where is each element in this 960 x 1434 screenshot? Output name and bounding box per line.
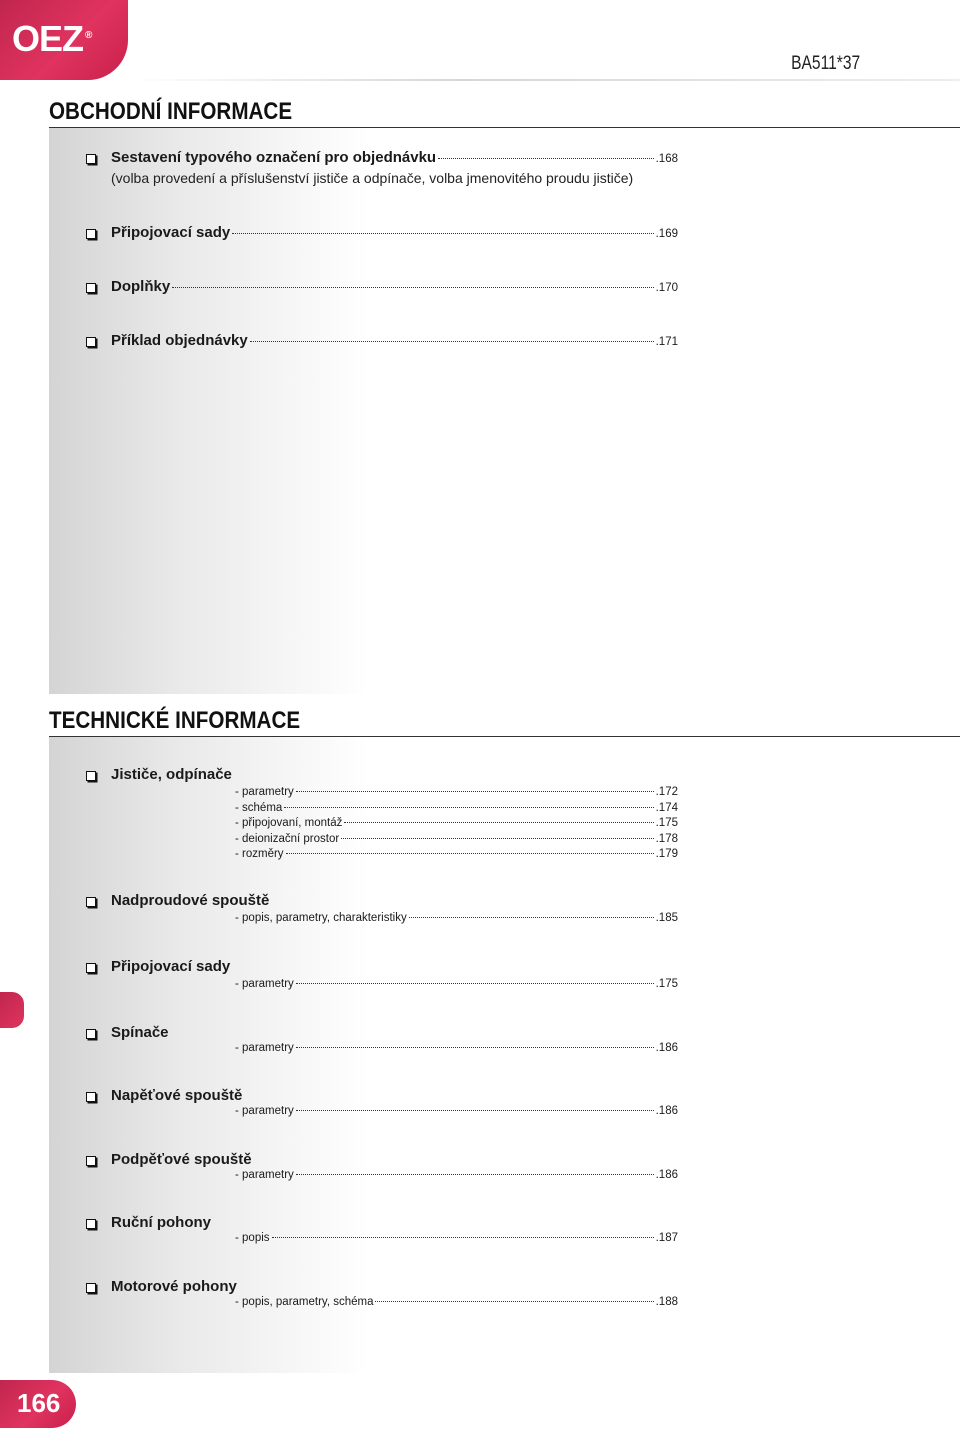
toc-page-number: .175 (655, 978, 678, 990)
toc-page-number: .168 (655, 153, 678, 165)
toc-sub-entry[interactable] (235, 1042, 678, 1054)
side-marker-tab (0, 992, 24, 1028)
toc-sub-label: - popis (235, 1232, 270, 1244)
dot-leader (296, 983, 654, 984)
toc-entry-title: Podpěťové spouště (111, 1151, 252, 1168)
checkbox-bullet-icon (86, 1029, 96, 1039)
dot-leader (296, 1110, 654, 1111)
logo-registered-mark: ® (85, 30, 92, 41)
toc-page-number: .186 (655, 1042, 678, 1054)
toc-sub-entry[interactable] (235, 802, 678, 814)
toc-entry-title: Jističe, odpínače (111, 766, 232, 783)
toc-page-number: .179 (655, 848, 678, 860)
toc-page-number: .187 (655, 1232, 678, 1244)
toc-page-number: .169 (655, 228, 678, 240)
dot-leader (284, 807, 653, 808)
dot-leader (272, 1237, 654, 1238)
toc-sub-label: - deionizační prostor (235, 832, 340, 845)
toc-page-number: .186 (655, 1169, 678, 1181)
toc-sub-entry[interactable] (235, 1232, 678, 1244)
toc-sub-label: - rozměry (235, 848, 284, 860)
checkbox-bullet-icon (86, 897, 96, 907)
toc-page-number: .174 (655, 801, 678, 814)
checkbox-bullet-icon (86, 154, 96, 164)
toc-page-number: .171 (655, 336, 678, 348)
toc-entry[interactable] (86, 1024, 678, 1064)
toc-page-number: .175 (655, 817, 678, 829)
dot-leader (286, 853, 654, 854)
toc-entry-title: Připojovací sady (111, 224, 231, 241)
toc-sub-label: - parametry (235, 978, 294, 990)
toc-sub-label: - schéma (235, 801, 283, 814)
checkbox-bullet-icon (86, 337, 96, 347)
toc-sub-entry[interactable] (235, 817, 678, 829)
checkbox-bullet-icon (86, 771, 96, 781)
toc-sub-entry[interactable] (235, 912, 678, 924)
toc-entry[interactable] (86, 1214, 678, 1254)
toc-page-number: .186 (655, 1105, 678, 1117)
checkbox-bullet-icon (86, 963, 96, 973)
toc-entry-subtitle: (volba provedení a příslušenství jističe a odpínače, volba jmenovitého proudu jističe) (111, 170, 634, 186)
checkbox-bullet-icon (86, 229, 96, 239)
toc-entry-title: Spínače (111, 1024, 169, 1041)
toc-page-number: .178 (655, 832, 678, 845)
logo-text: OEZ (12, 18, 84, 59)
document-code: BA511*37 (790, 53, 860, 74)
toc-entry-title: Nadproudové spouště (111, 892, 270, 909)
toc-sub-entry[interactable] (235, 978, 678, 990)
dot-leader (296, 791, 654, 792)
toc-entry-title: Sestavení typového označení pro objednávku (111, 149, 437, 166)
toc-entry-title: Napěťové spouště (111, 1087, 243, 1104)
toc-entry[interactable] (86, 892, 678, 932)
page-number: 166 (17, 1388, 61, 1418)
section-background-panel (49, 128, 369, 694)
section-title-technical: TECHNICKÉ INFORMACE (49, 707, 301, 734)
toc-entry-title: Motorové pohony (111, 1278, 237, 1295)
dot-leader (296, 1047, 654, 1048)
checkbox-bullet-icon (86, 1092, 96, 1102)
toc-entry[interactable] (86, 958, 678, 998)
header-rule (128, 79, 960, 81)
toc-entry-title: Připojovací sady (111, 958, 231, 975)
dot-leader (438, 158, 654, 159)
checkbox-bullet-icon (86, 1283, 96, 1293)
dot-leader (296, 1174, 654, 1175)
toc-sub-entry[interactable] (235, 833, 678, 845)
toc-page-number: .172 (655, 786, 678, 798)
toc-sub-entry[interactable] (235, 1169, 678, 1181)
dot-leader (232, 233, 653, 234)
toc-sub-label: - parametry (235, 1105, 294, 1117)
toc-sub-label: - popis, parametry, charakteristiky (235, 912, 407, 924)
toc-sub-entry[interactable] (235, 848, 678, 860)
checkbox-bullet-icon (86, 1156, 96, 1166)
toc-entry-title: Ruční pohony (111, 1214, 211, 1231)
toc-sub-entry[interactable] (235, 1105, 678, 1117)
toc-sub-entry[interactable] (235, 786, 678, 798)
toc-sub-label: - parametry (235, 1042, 294, 1054)
section-rule (49, 127, 960, 128)
checkbox-bullet-icon (86, 283, 96, 293)
dot-leader (341, 838, 653, 839)
toc-entry[interactable] (86, 1151, 678, 1191)
dot-leader (375, 1301, 653, 1302)
toc-sub-label: - popis, parametry, schéma (235, 1296, 374, 1308)
toc-entry[interactable] (86, 1087, 678, 1127)
oez-logo (12, 18, 91, 60)
toc-sub-label: - připojovaní, montáž (235, 817, 343, 829)
toc-sub-entry[interactable] (235, 1296, 678, 1308)
toc-page-number: .188 (655, 1296, 678, 1308)
toc-entry[interactable] (86, 1278, 678, 1318)
toc-page-number: .170 (655, 282, 678, 294)
toc-entry-title: Doplňky (111, 278, 171, 295)
toc-sub-label: - parametry (235, 786, 294, 798)
dot-leader (250, 341, 654, 342)
dot-leader (409, 917, 654, 918)
dot-leader (172, 287, 653, 288)
toc-page-number: .185 (655, 912, 678, 924)
toc-sub-label: - parametry (235, 1169, 294, 1181)
checkbox-bullet-icon (86, 1219, 96, 1229)
toc-entry-title: Příklad objednávky (111, 332, 248, 349)
section-title-business: OBCHODNÍ INFORMACE (49, 98, 293, 125)
dot-leader (344, 822, 653, 823)
section-rule (49, 736, 960, 737)
toc-entry[interactable] (86, 766, 678, 866)
